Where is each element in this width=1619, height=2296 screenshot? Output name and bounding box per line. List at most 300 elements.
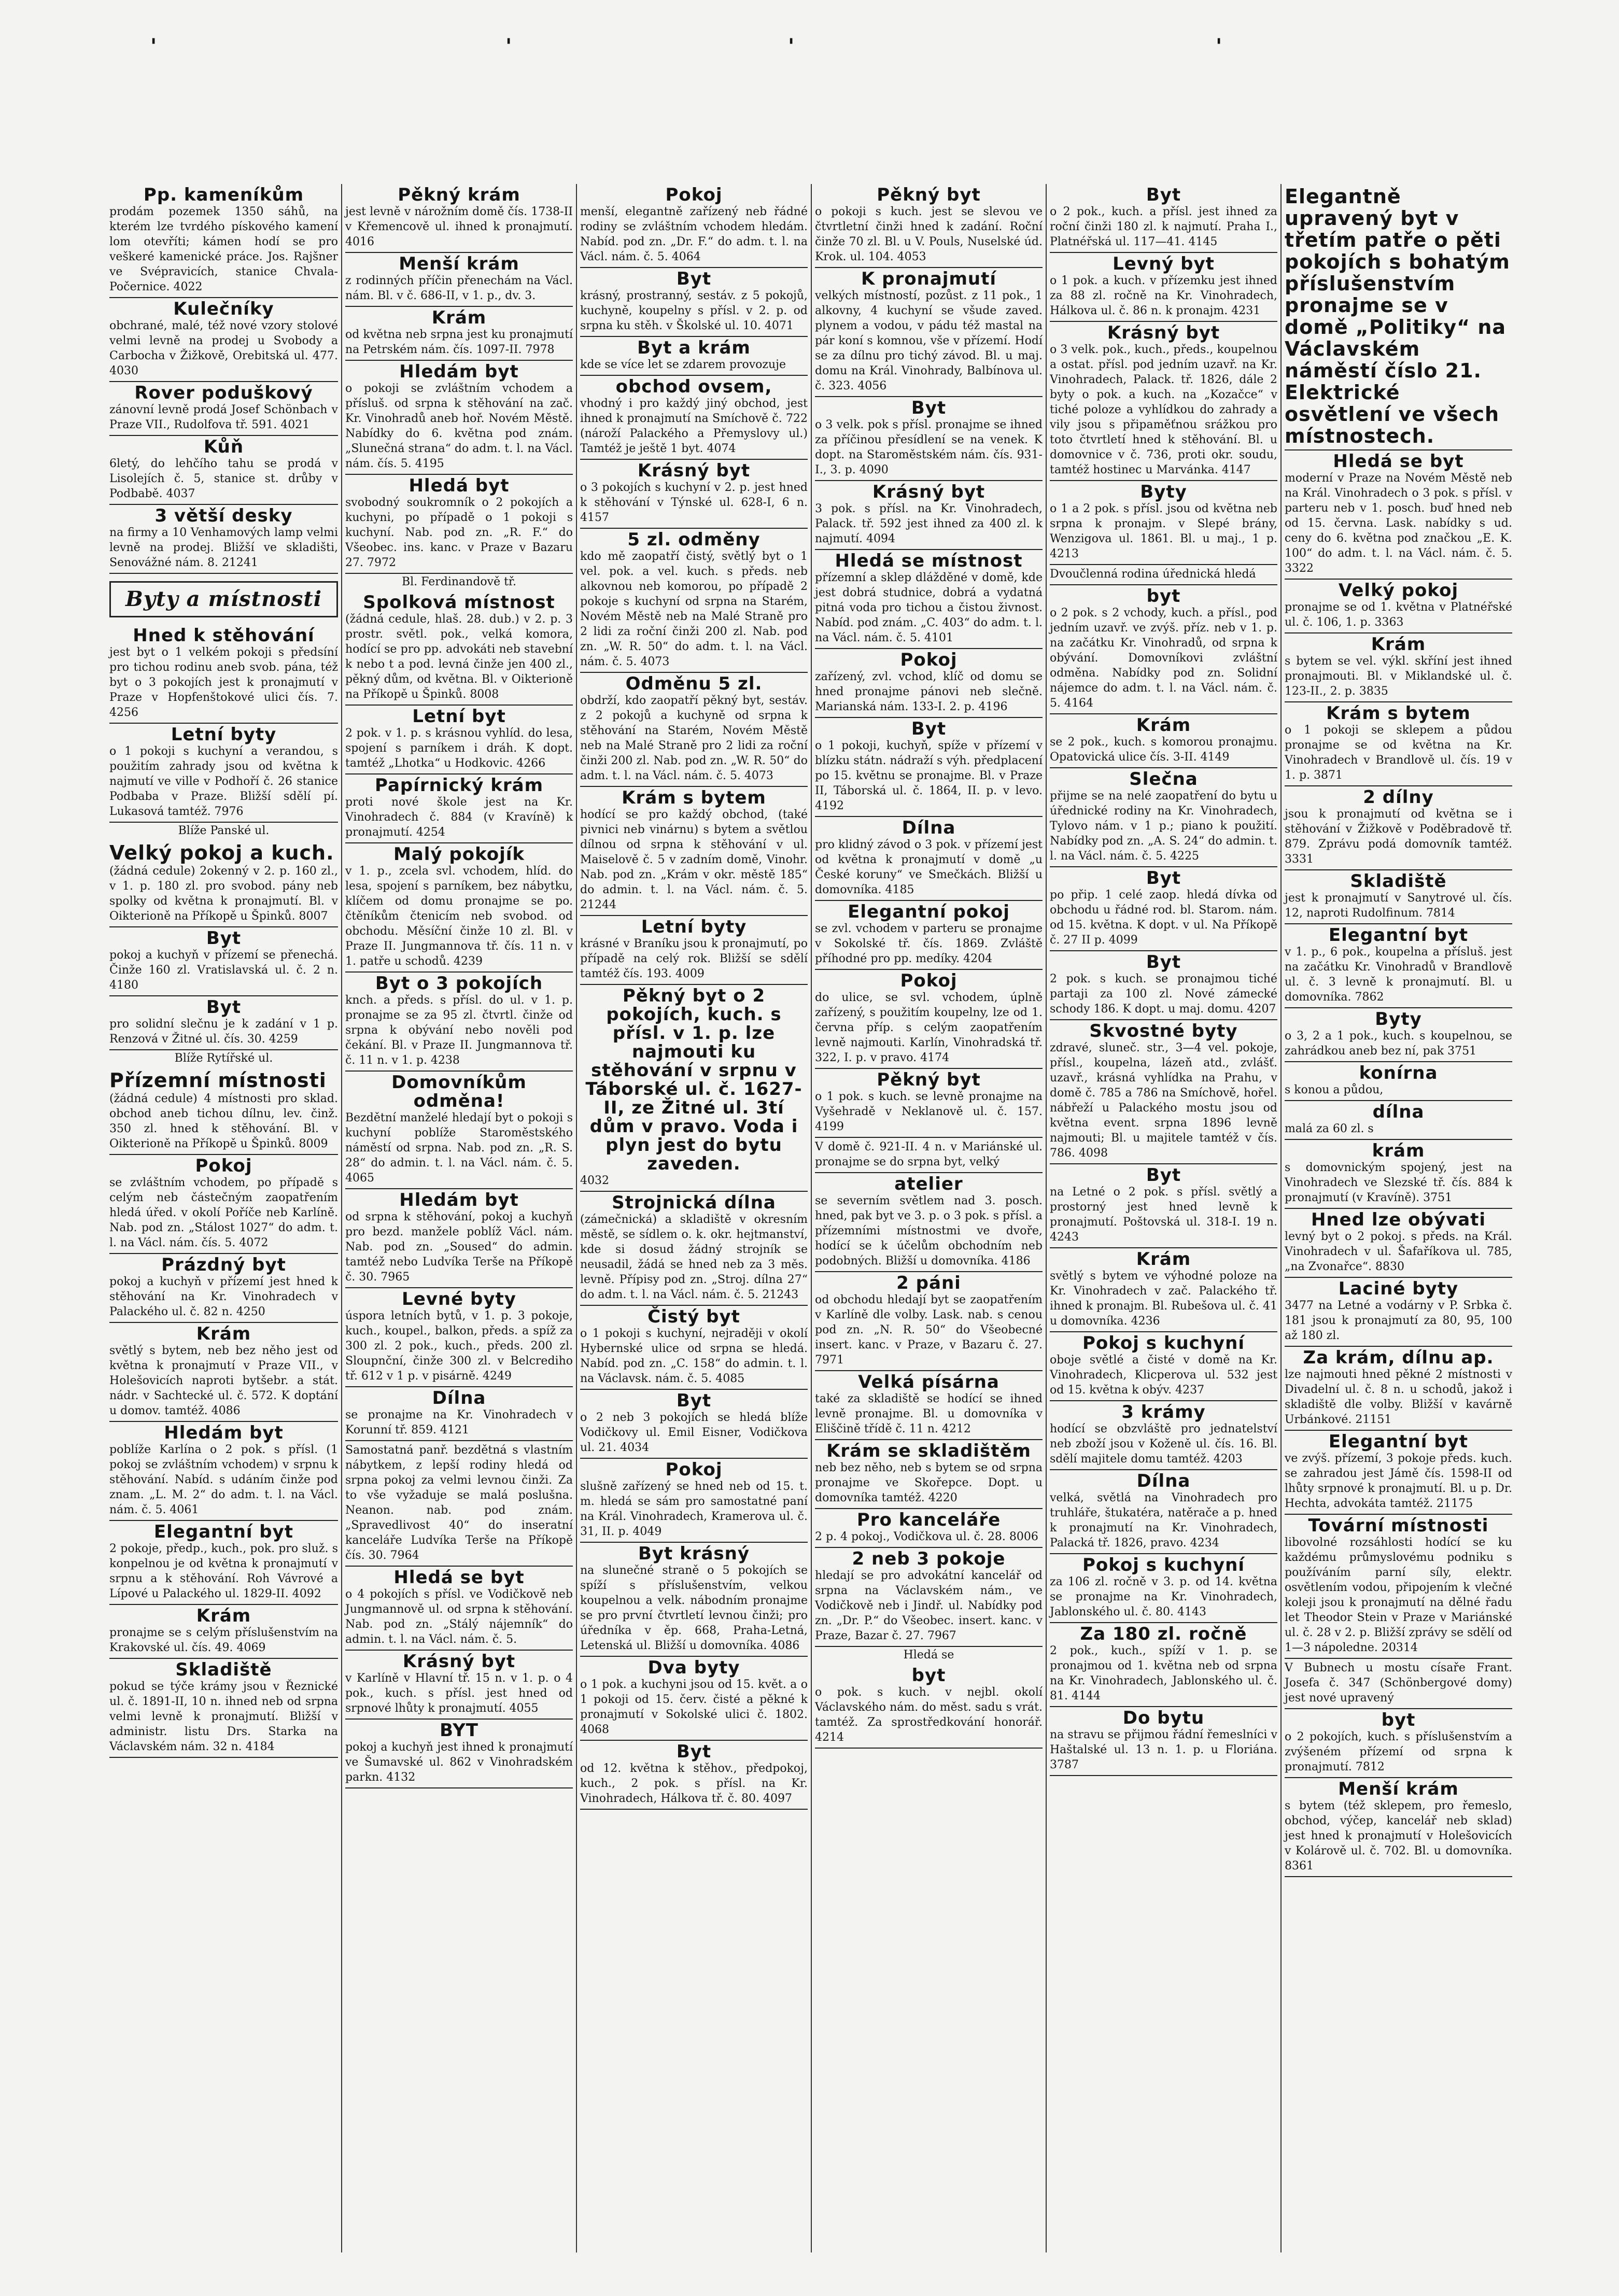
classified-ad xyxy=(109,436,338,505)
ad-headline: Byt xyxy=(1146,1165,1181,1186)
classified-ad xyxy=(109,1659,338,1758)
ad-body-text: levný byt o 2 pokoj. s předs. na Král. Vinohradech v ul. Šafaříkova ul. 785, „na Zvonařce“. 8830 xyxy=(1285,1230,1512,1273)
ad-headline: Byt xyxy=(676,1741,712,1762)
ad-headline: Pěkný byt xyxy=(877,1069,981,1090)
ad-headline: Menší krám xyxy=(399,253,519,274)
ad-body-text: malá za 60 zl. s xyxy=(1285,1122,1374,1135)
classified-ad xyxy=(815,1272,1043,1371)
classified-ad xyxy=(1285,1515,1512,1659)
ad-headline: Pokoj xyxy=(665,185,723,205)
ad-body-text: s domovnickým spojený, jest na Vinohradech ve Slezské tř. čís. 884 k pronajmutí (v Kravíně). 3751 xyxy=(1285,1161,1512,1204)
ad-body-text: Dvoučlenná rodina úřednická hledá xyxy=(1050,568,1256,581)
classified-ad xyxy=(345,1720,573,1788)
classified-ad xyxy=(1285,786,1512,870)
classified-ad xyxy=(109,1422,338,1521)
classified-ad xyxy=(1285,580,1512,633)
ad-headline: Hledá se byt xyxy=(393,1567,525,1588)
ad-headline: Malý pokojík xyxy=(393,844,525,865)
edge-mark: ' xyxy=(788,34,795,59)
classified-ad xyxy=(1050,253,1277,322)
ad-body-text: 2 pokoje, předp., kuch., pok. pro služ. s konpelnou je od května k pronajmutí v srpnu a k stěhování. Roh Vávrové a Lípové u Palackého ul. 1829-II. 4092 xyxy=(109,1542,338,1600)
classified-ad xyxy=(1050,1248,1277,1332)
classified-ad xyxy=(580,1459,808,1543)
classified-ad xyxy=(1285,1659,1512,1709)
ad-body-text: se zvl. vchodem v parteru se pronajme v Sokolské tř. čís. 1869. Zvláště příhodné pro pp. medíky. 4204 xyxy=(815,922,1043,965)
ad-headline: Elegantní pokoj xyxy=(848,902,1010,922)
ad-body-text: se pronajme na Kr. Vinohradech v Korunní tř. 859. 4121 xyxy=(345,1408,573,1436)
classified-ad xyxy=(109,382,338,436)
ad-body-text: pronajme se s celým příslušenstvím na Krakovské ul. čís. 49. 4069 xyxy=(109,1626,338,1654)
ad-headline: Pokoj xyxy=(195,1156,252,1176)
ad-body-text: pro solidní slečnu je k zadání v 1 p. Renzová v Žitné ul. čís. 30. 4259 xyxy=(109,1018,338,1046)
ad-headline: Krám xyxy=(1136,715,1191,736)
classified-ad xyxy=(1050,1623,1277,1707)
ad-body-text: za 106 zl. ročně v 3. p. od 14. května se pronajme na Kr. Vinohradech, Jablonského ul. č. 80. 4143 xyxy=(1050,1575,1277,1618)
ad-headline: 2 dílny xyxy=(1363,787,1434,808)
ad-body-text: o pokoji se zvláštním vchodem a přísluš. od srpna k stěhování na zač. Kr. Vinohradů aneb hoř. Novém Městě. Nabídky do 6. května pod znám. „Slunečná strana“ do adm. t. l. na Václ. nám. čís. 5. 4195 xyxy=(345,382,573,470)
classified-ad xyxy=(345,1441,573,1567)
ad-body-text: o 1 a 2 pok. s přísl. jsou od května neb srpna k pronajm. v Slepé brány, Wenzigova ul. 1861. Bl. u maj., 1 p. 4213 xyxy=(1050,502,1277,560)
ad-body-text: o 1 pokoji s kuchyní a verandou, s použitím zahrady jsou od května k najmutí ve ville v Podhoří č. 26 stanice Podbaba v Praze. Bližší sdělí pí. Lukasová tamtéž. 7976 xyxy=(109,745,338,818)
classified-ad xyxy=(1050,322,1277,481)
ad-headline: Pokoj xyxy=(665,1459,723,1480)
ad-headline: Kůň xyxy=(203,436,244,457)
ad-headline: Pro kanceláře xyxy=(856,1510,1001,1530)
ad-body-text: obchrané, malé, též nové vzory stolové velmi levně na prodej u Svobody a Carbocha v Žižkově, Orebitská ul. 477. 4030 xyxy=(109,319,338,377)
ad-headline: Hledám byt xyxy=(399,361,519,382)
classified-ad xyxy=(345,1189,573,1288)
ad-body-text: jest k pronajmutí v Sanytrové ul. čís. 12, naproti Rudolfinum. 7814 xyxy=(1285,892,1512,920)
ad-body-text: pokoj a kuchyň v přízemí se přenechá. Činže 160 zl. Vratislavská ul. č. 2 n. 4180 xyxy=(109,949,338,992)
ad-headline: Krásný byt xyxy=(402,1651,516,1672)
ad-location-line: Blíže Panské ul. xyxy=(178,824,270,837)
ad-body-text: přijme se na nelé zaopatření do bytu u úřednické rodiny na Kr. Vinohradech, Tylovo nám. v 1 p.; piano k použití. Nabídky pod zn. „A. S. 24“ do admin. t. l. na Václ. nám. č. 5. 4225 xyxy=(1050,790,1277,863)
ad-headline: Menší krám xyxy=(1338,1779,1459,1799)
ad-headline: Prázdný byt xyxy=(161,1255,286,1275)
ad-headline: Pokoj xyxy=(900,650,958,670)
classified-ad xyxy=(1050,481,1277,565)
ad-body-text: se zvláštním vchodem, po případě s celým neb částečným zaopatřením hledá úřed. v okolí Poříče neb Karlíně. Nab. pod zn. „Stálost 1027“ do adm. t. l. na Václ. nám. čís. 5. 4072 xyxy=(109,1176,338,1249)
ad-headline: 5 zl. odměny xyxy=(627,529,761,550)
ad-body-text: knch. a předs. s přísl. do ul. v 1. p. pronajme se za 95 zl. čtvrtl. činže od srpna k obývání nebo nověli pod čekání. Bl. v Praze II. Jungmannova tř. č. 11 n. v 1. p. 4238 xyxy=(345,994,573,1067)
ad-body-text: poblíže Karlína o 2 pok. s přísl. (1 pokoj se zvláštním vchodem) v srpnu k stěhování. Nabíd. s udáním činže pod znam. „L. M. 2“ do adm. t. l. na Václ. nám. č. 5. 4061 xyxy=(109,1443,338,1516)
ad-body-text: neb bez něho, neb s bytem se od srpna pronajme ve Skořepce. Dopt. u domovníka tamtéž. 4220 xyxy=(815,1461,1043,1504)
ad-headline: Byty xyxy=(1375,1009,1422,1030)
classified-ad xyxy=(1050,1020,1277,1164)
ad-headline: Pěkný krám xyxy=(398,185,520,205)
ad-headline: Skladiště xyxy=(1350,871,1447,892)
ad-headline: Hned lze obývati xyxy=(1311,1209,1486,1230)
ad-body-text: od 12. května k stěhov., předpokoj, kuch., 2 pok. s přísl. na Kr. Vinohradech, Hálkova tř. č. 80. 4097 xyxy=(580,1762,808,1805)
ad-headline: Přízemní místnosti xyxy=(109,1069,327,1092)
classified-ad xyxy=(815,970,1043,1069)
classified-ad xyxy=(345,1651,573,1720)
classified-ad xyxy=(815,1069,1043,1138)
ad-body-text: o 1 pokoji, kuchyň, spíže v přízemí v blízku státn. nádraží s výh. předplacení po 15. květnu se pronajme. Bl. v Praze II, Táborská ul. č. 1864, II. p. v levo. 4192 xyxy=(815,739,1043,812)
ad-body-text: prodám pozemek 1350 sáhů, na kterém lze tvrdého pískového kamení lom otevříti; kámen hodí se pro veškeré kamenické práce. Jos. Rajšner ve Svépravicích, stanice Chvala-Počernice. 4022 xyxy=(109,205,338,293)
ad-body-text: moderní v Praze na Novém Městě neb na Král. Vinohradech o 3 pok. s přísl. v parteru neb v 1. posch. buď hned neb od 15. června. Lask. nabídky s ud. ceny do 6. května pod značkou „E. K. 100“ do adm. t. l. na Václ. nám. č. 5. 3322 xyxy=(1285,472,1512,575)
classified-ad xyxy=(109,724,338,823)
classified-ad xyxy=(1050,1707,1277,1776)
ad-headline: Krám s bytem xyxy=(1326,703,1471,724)
ad-headline: Hledá se byt xyxy=(1333,451,1464,472)
ad-headline: Za krám, dílnu ap. xyxy=(1303,1347,1494,1368)
ad-headline: Letní byty xyxy=(171,724,277,745)
classified-ad xyxy=(815,268,1043,397)
classified-ad xyxy=(580,1306,808,1390)
ad-headline: Byt xyxy=(206,997,242,1018)
ad-headline: Levné byty xyxy=(402,1289,516,1309)
ad-location-note xyxy=(109,823,338,840)
ad-location-line: Hledá se xyxy=(903,1649,954,1661)
ad-headline: Kulečníky xyxy=(173,299,274,319)
classified-ad xyxy=(580,184,808,268)
classified-ad xyxy=(109,625,338,724)
ad-body-text: V domě č. 921-II. 4 n. v Mariánské ul. pronajme se do srpna byt, velký xyxy=(815,1140,1043,1168)
ad-body-text: Bezdětní manželé hledají byt o pokoji s kuchyní poblíže Staroměstského náměstí od srpna. Nab. pod zn. „R. S. 28“ do admin. t. l. na Václ. nám. č. 5. 4065 xyxy=(345,1111,573,1185)
ad-body-text: z rodinných příčin přenechám na Václ. nám. Bl. v č. 686-II, v 1. p., dv. 3. xyxy=(345,274,573,302)
ad-headline: Byt xyxy=(1146,952,1181,973)
classified-ad xyxy=(1050,1554,1277,1623)
classified-ad xyxy=(345,1567,573,1651)
ad-body-text: (zámečnická) a skladiště v okresním městě, se sídlem o. k. okr. hejtmanství, kde si dosud žádný strojník se neusadil, žádá se hned neb za 3 měs. levně. Přípisy pod zn. „Stroj. dílna 27“ do adm. t. l. na Václ. nám. č. 5. 21243 xyxy=(580,1213,808,1301)
ad-body-text: kde se více let se zdarem provozuje xyxy=(580,358,786,371)
ad-body-text: (žádná cedule, hlaš. 28. dub.) v 2. p. 3 prostr. světl. pok., velká komora, hodící se pro pp. advokáti neb stavební k nebo t a pod. levná činže jen 400 zl., pěkný dům, od května. Bl. v Oikterioně na Příkopě u Špinků. 8008 xyxy=(345,613,573,701)
ad-headline: Spolková místnost xyxy=(363,592,555,613)
ad-body-text: 3 pok. s přísl. na Kr. Vinohradech, Palack. tř. 592 jest ihned za 400 zl. k najmutí. 4094 xyxy=(815,502,1043,545)
ad-body-text: 2 pok., kuch., spíží v 1. p. se pronajmou od 1. května neb od srpna na Kr. Vinohradech, Jablonského ul. č. 81. 4144 xyxy=(1050,1644,1277,1702)
ad-body-text: se 2 pok., kuch. s komorou pronajmu. Opatovická ulice čís. 3-II. 4149 xyxy=(1050,736,1277,764)
ad-body-text: v 1. p., zcela svl. vchodem, hlíd. do lesa, spojení s parníkem, bez nábytku, klíčem od domu pronajme se po. čtěníkům čtenicím neb svobod. od obchodu. Měsíční činže 10 zl. Bl. v Praze II. Jungmannova tř. čís. 11 n. v 1. patře u schodů. 4239 xyxy=(345,865,573,968)
ad-body-text: pokoj a kuchyň jest ihned k pronajmutí ve Šumavské ul. 862 v Vinohradském parkn. 4132 xyxy=(345,1741,573,1784)
classified-ad xyxy=(815,1173,1043,1272)
ad-body-text: 3477 na Letné a vodárny v P. Srbka č. 181 jsou k pronajmutí za 80, 95, 100 až 180 zl. xyxy=(1285,1299,1512,1342)
ad-headline: obchod ovsem, xyxy=(615,376,772,397)
classified-ad xyxy=(580,460,808,529)
ad-headline: Velká písárna xyxy=(858,1372,999,1392)
ad-body-text: libovolné rozsáhlosti hodící se ku každému průmyslovému podniku s používáním parní síly, elektr. osvětlením vodou, připojením k vlečné koleji jsou k pronajmutí na dělné řadu let Theodor Stein v Praze v Mariánské ul. č. 28 v 2. p. Bližší zprávy se sdělí od 1—3 nápoledne. 20314 xyxy=(1285,1536,1512,1654)
classified-ad xyxy=(109,298,338,382)
ad-body-text: o 1 pokoji se sklepem a půdou pronajme se od května na Kr. Vinohradech v Brandlově ul. čís. 19 v 1. p. 3871 xyxy=(1285,724,1512,782)
ad-body-text: na Letné o 2 pok. s přísl. světlý a prostorný jest hned levně k pronajmutí. Poštovská ul. 318-I. 19 n. 4243 xyxy=(1050,1186,1277,1244)
ad-headline: Krásný byt xyxy=(637,460,751,481)
classified-ad xyxy=(815,901,1043,970)
ad-body-text: se severním světlem nad 3. posch. hned, pak byt ve 3. p. o 3 pok. s přísl. a přízemními místnostmi ve dvoře, hodící se k účelům obchodním neb podobných. Bližší u domovníka. 4186 xyxy=(815,1194,1043,1267)
classified-ad xyxy=(1050,585,1277,714)
ad-headline: Elegantní byt xyxy=(153,1522,294,1542)
classified-ad xyxy=(580,268,808,337)
ad-body-text: 2 p. 4 pokoj., Vodičkova ul. č. 28. 8006 xyxy=(815,1530,1038,1543)
ad-headline: Domovníkům odměna! xyxy=(391,1072,527,1111)
classified-ad xyxy=(1285,1347,1512,1431)
ad-body-text: úspora letních bytů, v 1. p. 3 pokoje, kuch., koupel., balkon, předs. a spíž za 300 zl. 2 pok., kuch., předs. 200 zl. Sloupnční, činže 300 zl. v Belcrediho tř. 612 v 1 p. v pisárně. 4249 xyxy=(345,1309,573,1383)
section-heading-box xyxy=(109,581,338,617)
ad-body-text: vhodný i pro každý jiný obchod, jest ihned k pronajmutí na Smíchově č. 722 (nároží Palackého a Přemyslovy ul.) Tamtéž je ještě 1 byt. 4074 xyxy=(580,397,808,455)
ad-headline: byt xyxy=(911,1665,946,1686)
ad-headline: Levný byt xyxy=(1113,253,1215,274)
ad-headline: Byt o 3 pokojích xyxy=(375,973,543,994)
ad-body-text: jest levně v nárožním domě čís. 1738-II v Křemencově ul. ihned k pronajmutí. 4016 xyxy=(345,205,573,248)
classified-ad xyxy=(580,1741,808,1810)
ad-body-text: obdrží, kdo zaopatří pěkný byt, sestáv. z 2 pokojů a kuchyně od srpna k stěhování na Starém, Novém Městě neb na Malé Straně pro 2 lidi za roční činži 200 zl. Nab. pod zn. „W. R. 50“ do adm. t. l. na Václ. nám. č. 5. 4073 xyxy=(580,694,808,782)
classified-ad xyxy=(580,376,808,460)
ad-body-text: 4032 xyxy=(580,1174,609,1187)
classified-ad xyxy=(109,1605,338,1659)
ad-headline: Pp. kameníkům xyxy=(143,185,304,205)
ad-column-6 xyxy=(1280,184,1515,2252)
ad-body-text: jest byt o 1 velkém pokoji s předsíní pro tichou rodinu aneb svob. pána, též byt o 3 pokojích jest k pronajmutí v Praze v Hopfenštokové ulici čís. 7. 4256 xyxy=(109,646,338,719)
ad-column-5 xyxy=(1046,184,1280,2252)
ad-body-text: o pok. s kuch. v nejbl. okolí Václavského nám. do měst. sadu s vrát. tamtéž. Za sprostředkování honorář. 4214 xyxy=(815,1686,1043,1744)
edge-mark: ' xyxy=(505,34,512,59)
ad-headline: Skvostné byty xyxy=(1089,1021,1238,1041)
classified-ad xyxy=(109,996,338,1050)
classified-ad xyxy=(815,817,1043,901)
ad-headline: Elegantně upravený byt v třetím patře o pěti pokojích s bohatým příslušenstvím pronajme se v domě „Politiky“ na Václavském náměstí číslo 21. Elektrické osvětlení ve všech místnostech. xyxy=(1285,185,1510,447)
ad-headline: konírna xyxy=(1359,1063,1438,1083)
ad-body-text: přízemní a sklep dlážděné v domě, kde jest dobrá studnice, dobrá a vydatná pitná voda pro tichou a čistou živnost. Nabíd. pod znám. „C. 403“ do adm. t. l. na Václ. nám. č. 5. 4101 xyxy=(815,571,1043,644)
ad-headline: Byt xyxy=(676,1390,712,1411)
classified-ad xyxy=(1050,184,1277,253)
classified-ad xyxy=(345,973,573,1072)
ad-headline: Krám xyxy=(1136,1249,1191,1270)
ad-body-text: proti nové škole jest na Kr. Vinohradech č. 884 (v Kravíně) k pronajmutí. 4254 xyxy=(345,796,573,839)
ad-headline: Dílna xyxy=(1136,1471,1191,1491)
ad-headline: Rover poduškový xyxy=(134,383,313,403)
classified-ad xyxy=(815,718,1043,817)
classified-ad xyxy=(1285,184,1512,450)
ad-body-text: pronajme se od 1. května v Platnéřské ul. č. 106, 1. p. 3363 xyxy=(1285,601,1512,629)
classified-ad xyxy=(109,1068,338,1155)
classified-ad xyxy=(1050,768,1277,867)
ad-body-text: Samostatná panř. bezdětná s vlastním nábytkem, z lepší rodiny hledá od srpna pokoj za velmi levnou činži. Za to vše vyžaduje se malá poslušna. Neanon. nab. pod znám. „Spravedlivost 40“ do inseratní kanceláře Ludvíka Terše na Příkopě čís. 30. 7964 xyxy=(345,1444,573,1562)
ad-body-text: velkých místností, pozůst. z 11 pok., 1 alkovny, 4 kuchyní se všude zaved. plynem a vodou, v pádu též mastal na pár koní s komnou, vše v přízemí. Hodí se za dílnu pro tichý závod. Bl. u maj. domu na Král. Vinohrady, Balbínova ul. č. 323. 4056 xyxy=(815,289,1043,392)
classified-ad xyxy=(1285,633,1512,702)
classified-ad xyxy=(1285,1008,1512,1062)
ad-body-text: zařízený, zvl. vchod, klíč od domu se hned pronajme pánovi neb slečně. Marianská nám. 133-I. 2. p. 4196 xyxy=(815,670,1043,713)
ad-headline: Hned k stěhování xyxy=(133,625,315,646)
ad-body-text: pokoj a kuchyň v přízemí jest hned k stěhování na Kr. Vinohradech v Palackého ul. č. 82 n. 4250 xyxy=(109,1275,338,1318)
ad-headline: atelier xyxy=(894,1174,963,1194)
ad-body-text: ve zvýš. přízemí, 3 pokoje předs. kuch. se zahradou jest Jámě čís. 1598-II od lhůty srpnové k pronajmutí. Bl. u p. Dr. Hechta, advokáta tamtéž. 21175 xyxy=(1285,1452,1512,1510)
ad-headline: Krám xyxy=(431,307,487,328)
classified-ad xyxy=(815,550,1043,649)
classified-ad xyxy=(815,1371,1043,1440)
classified-ad xyxy=(580,673,808,787)
ad-headline: Elegantní byt xyxy=(1328,1431,1469,1452)
ad-body-text: hledají se pro advokátní kancelář od srpna na Václavském nám., ve Vodičkově neb i Jindř. ul. Nabídky pod zn. „Dr. P.“ do Všeobec. insert. kanc. v Praze, Bazar č. 27. 7967 xyxy=(815,1569,1043,1642)
classified-ad xyxy=(815,1138,1043,1173)
classified-ad xyxy=(1285,1209,1512,1278)
ad-headline: Byt krásný xyxy=(638,1543,750,1564)
ad-body-text: pokud se týče krámy jsou v Řeznické ul. č. 1891-II, 10 n. ihned neb od srpna velmi levně k pronajmutí. Bližší v administr. listu Drs. Starka na Václavském nám. 32 n. 4184 xyxy=(109,1680,338,1753)
ad-headline: Elegantní byt xyxy=(1328,925,1469,946)
ad-headline: Byty a místnosti xyxy=(125,587,322,611)
classified-ad xyxy=(345,253,573,307)
ad-body-text: od obchodu hledají byt se zaopatřením v Karlíně dle volby. Lask. nab. s cenou pod zn. „N. R. 50“ do Všeobecné insert. kanc. v Praze, v Bazaru č. 27. 7971 xyxy=(815,1293,1043,1367)
classified-ad xyxy=(1285,1101,1512,1140)
ad-body-text: zdravé, sluneč. str., 3—4 vel. pokoje, přísl., koupelna, lázeň atd., zvlášť. uzavř., krásná vyhlídka na Prahu, v domě č. 785 a 786 na Smíchově, hořel. nábřeží u Palackého mostu jsou od května event. srpna 1896 levně najmouti; Bl. u majitele tamtéž v čís. 786. 4098 xyxy=(1050,1041,1277,1160)
ad-body-text: o 2 pokojích, kuch. s příslušenstvím a zvýšeném přízemí od srpna k pronajmutí. 7812 xyxy=(1285,1730,1512,1773)
ad-body-text: o 1 pok. s kuch. se levně pronajme na Vyšehradě v Neklanově ul. č. 157. 4199 xyxy=(815,1090,1043,1133)
classified-ad xyxy=(580,985,808,1192)
ad-headline: Letní byt xyxy=(412,706,506,727)
ad-headline: Do bytu xyxy=(1122,1708,1205,1728)
ad-headline: Odměnu 5 zl. xyxy=(625,673,763,694)
ad-body-text: 2 pok. v 1. p. s krásnou vyhlíd. do lesa, spojení s parníkem i dráh. K dopt. tamtéž „Lhotka“ u Hodkovic. 4266 xyxy=(345,727,573,770)
edge-mark: ' xyxy=(150,34,157,59)
ad-headline: Byt xyxy=(911,719,947,739)
ad-location-line: Bl. Ferdinandově tř. xyxy=(401,575,517,588)
ad-headline: krám xyxy=(1372,1140,1425,1161)
ad-body-text: na firmy a 10 Venhamových lamp velmi levně na prodej. Bližší ve skladišti, Senovážné nám. 8. 21241 xyxy=(109,526,338,569)
ad-body-text: krásný, prostranný, sestáv. z 5 pokojů, kuchyně, koupelny s přísl. v 2. p. od srpna ku stěh. v Školské ul. 10. 4071 xyxy=(580,289,808,332)
ad-headline: Pěkný byt xyxy=(877,185,981,205)
ad-body-text: po přip. 1 celé zaop. hledá dívka od obchodu u řádné rod. bl. Starom. nám. od 15. května. K dopt. v ul. Na Příkopě č. 27 II p. 4099 xyxy=(1050,889,1277,947)
ad-headline: Byt xyxy=(1146,868,1181,889)
classified-ad xyxy=(1285,924,1512,1008)
classified-ad xyxy=(345,1387,573,1441)
classified-ad xyxy=(109,1254,338,1323)
ad-headline: Dílna xyxy=(902,818,956,838)
ad-headline: Krásný byt xyxy=(872,482,986,502)
ad-body-text: od srpna k stěhování, pokoj a kuchyň pro bezd. manžele poblíž Václ. nám. Nab. pod zn. „Soused“ do admin. tamtéž nebo Ludvíka Terše na Příkopě č. 30. 7965 xyxy=(345,1210,573,1284)
ad-headline: Byt xyxy=(911,398,947,418)
ad-body-text: o 1 pok. a kuchyni jsou od 15. květ. a o 1 pokoji od 15. červ. čisté a pěkné k pronajmutí v Sokolské ulici č. 1802. 4068 xyxy=(580,1678,808,1736)
ad-headline: Hledám byt xyxy=(399,1190,519,1210)
ad-location-note xyxy=(109,1050,338,1068)
ad-headline: Hledá byt xyxy=(409,475,510,496)
classified-ad xyxy=(345,706,573,774)
ad-headline: 3 větší desky xyxy=(154,505,293,526)
ad-body-text: oboje světlé a čisté v domě na Kr. Vinohradech, Klicperova ul. 532 jest od 15. května k obýv. 4237 xyxy=(1050,1354,1277,1397)
classified-ad xyxy=(580,1192,808,1306)
classified-ad xyxy=(109,840,338,927)
ad-headline: Byt a krám xyxy=(637,337,751,358)
ad-headline: 2 páni xyxy=(896,1273,961,1293)
classified-ad xyxy=(109,184,338,298)
classified-ad xyxy=(1285,1140,1512,1209)
ad-body-text: slušně zařízený se hned neb od 15. t. m. hledá se sám pro samostatné paní na Král. Vinohradech, Kramerova ul. č. 31, II. p. 4049 xyxy=(580,1480,808,1538)
classified-ad xyxy=(345,475,573,574)
ad-body-text: o 3 velk. pok., kuch., předs., koupelnou a ostat. přísl. pod jedním uzavř. na Kr. Vinohradech, Palack. tř. 1826, dále 2 byty o pok. a kuch. na „Kozačce“ v tiché poloze a vyhlídkou do zahrady a vily jsou s připaměťnou srážkou pro toto čtvrtletí hned k stěhování. Bl. u domovnice v č. 736, proti okr. soudu, tamtéž hostinec u Marvánka. 4147 xyxy=(1050,343,1277,476)
ad-body-text: světlý s bytem ve výhodné poloze na Kr. Vinohradech v zač. Palackého tř. ihned k pronajm. Bl. Rubešova ul. č. 41 u domovníka. 4236 xyxy=(1050,1270,1277,1328)
ad-headline: BYT xyxy=(440,1720,478,1741)
ad-body-text: o 3, 2 a 1 pok., kuch. s koupelnou, se zahrádkou aneb bez ní, pak 3751 xyxy=(1285,1030,1512,1058)
ad-column-4 xyxy=(811,184,1046,2252)
classified-ad xyxy=(345,1288,573,1387)
ad-headline: Dílna xyxy=(432,1388,486,1408)
ad-headline: 3 krámy xyxy=(1121,1402,1206,1422)
ad-headline: Letní byty xyxy=(641,917,747,937)
classified-ad xyxy=(815,1440,1043,1509)
ad-headline: Pokoj xyxy=(900,970,958,991)
ad-body-text: v 1. p., 6 pok., koupelna a přísluš. jest na začátku Kr. Vinohradů v Brandlově ul. č. 3 levně k pronajmutí. Bl. u domovníka. 7862 xyxy=(1285,946,1512,1004)
ad-column-3 xyxy=(576,184,811,2252)
ad-headline: 2 neb 3 pokoje xyxy=(852,1548,1006,1569)
classified-ad xyxy=(1050,867,1277,951)
edge-mark: ' xyxy=(1216,34,1222,59)
ad-body-text: hodící se obzvláště pro jednatelství neb zboží jsou v Koženě ul. čís. 16. Bl. sdělí majitele domu tamtéž. 4203 xyxy=(1050,1422,1277,1466)
ad-body-text: lze najmouti hned pěkné 2 místnosti v Divadelní ul. č. 8 n. u schodů, jakož i skladiště dle volby. Bližší v kavárně Urbánkové. 21151 xyxy=(1285,1368,1512,1426)
ad-body-text: na slunečné straně o 5 pokojích se spíží s příslušenstvím, velkou koupelnou a velk. nábodním pronajme se pro první čtvrtletí levnou činži; pro úředníka v ěp. 668, Praha-Letná, Letenská ul. Bližší u domovníka. 4086 xyxy=(580,1564,808,1652)
ad-location-note xyxy=(815,1647,1043,1665)
classified-ad xyxy=(1285,702,1512,786)
ad-headline: Hledá se místnost xyxy=(835,551,1023,571)
classified-ad xyxy=(109,927,338,996)
classified-ad xyxy=(815,1665,1043,1749)
ad-headline: Dva byty xyxy=(647,1657,740,1678)
ad-body-text: 2 pok. s kuch. se pronajmou tiché partaji za 100 zl. Nové zámecké schody 186. K dopt. u maj. domu. 4207 xyxy=(1050,973,1277,1016)
ad-headline: Tovární místnosti xyxy=(1308,1515,1489,1536)
classified-ad xyxy=(109,505,338,574)
classified-ad xyxy=(815,397,1043,481)
classified-ad xyxy=(1285,1278,1512,1347)
ad-body-text: zánovní levně prodá Josef Schönbach v Praze VII., Rudolfova tř. 591. 4021 xyxy=(109,403,338,431)
ad-body-text: do ulice, se svl. vchodem, úplně zařízený, s použitím koupelny, lze od 1. června příp. s celým zaopatřením levně najmouti. Karlín, Vinohradská tř. 322, I. p. v pravo. 4174 xyxy=(815,991,1043,1064)
ad-body-text: pro klidný závod o 3 pok. v přízemí jest od května k pronajmutí v domě „u České koruny“ ve Smečkách. Bližší u domovníka. 4185 xyxy=(815,838,1043,896)
classified-ad xyxy=(345,307,573,361)
ad-body-text: svobodný soukromník o 2 pokojích a kuchyni, po případě o 1 pokoji s kuchyní. Nab. pod zn. „R. F.“ do Všeobec. ins. kanc. v Praze v Bazaru 27. 7972 xyxy=(345,496,573,569)
classified-ad xyxy=(1285,870,1512,924)
ad-headline: Krám xyxy=(196,1605,251,1626)
ad-body-text: V Bubnech u mostu císaře Frant. Josefa č. 347 (Schönbergové domy) jest nové upravený xyxy=(1285,1661,1512,1705)
ad-location-note xyxy=(345,574,573,591)
ad-headline: K pronajmutí xyxy=(861,269,996,289)
ad-headline: Byty xyxy=(1140,482,1187,502)
classified-ad xyxy=(580,916,808,985)
ad-body-text: o 3 pokojích s kuchyní v 2. p. jest hned k stěhování v Týnské ul. 628-I, 6 n. 4157 xyxy=(580,481,808,524)
top-edge-marks xyxy=(0,36,1619,57)
ad-body-text: světlý s bytem, neb bez něho jest od května k pronajmutí v Praze VII., v Holešovicích naproti bytšebr. a stát. nádr. v Sachtecké ul. č. 572. K doptání u domov. tamtéž. 4086 xyxy=(109,1344,338,1417)
classified-ad xyxy=(1050,1332,1277,1401)
classified-ad xyxy=(1050,1401,1277,1470)
ad-body-text: o 2 neb 3 pokojích se hledá blíže Vodičkovy ul. Emil Eisner, Vodičkova ul. 21. 4034 xyxy=(580,1411,808,1454)
classified-ad xyxy=(815,1548,1043,1647)
ad-location-line: Blíže Rytířské ul. xyxy=(174,1052,273,1065)
ad-headline: Za 180 zl. ročně xyxy=(1080,1624,1247,1644)
ad-headline: Skladiště xyxy=(175,1659,272,1680)
ad-body-text: 6letý, do lehčího tahu se prodá v Lisolejích č. 5, stanice st. drůby v Podbabě. 4037 xyxy=(109,457,338,500)
ad-headline: Pokoj s kuchyní xyxy=(1082,1555,1245,1575)
classified-ad xyxy=(815,649,1043,718)
classified-ad xyxy=(815,184,1043,268)
ad-headline: byt xyxy=(1146,586,1181,607)
ad-body-text: (žádná cedule) 4 místnosti pro sklad. obchod aneb tichou dílnu, lev. činž. 350 zl. hned k stěhování. Bl. v Oikterioně na Příkopě u Špinků. 8009 xyxy=(109,1092,338,1150)
ad-headline: Velký pokoj a kuch. xyxy=(109,841,334,864)
classified-ad xyxy=(345,361,573,475)
classified-ad xyxy=(1285,450,1512,580)
ad-body-text: krásné v Braníku jsou k pronajmutí, po případě na celý rok. Bližší se sdělí tamtéž čís. 193. 4009 xyxy=(580,937,808,980)
ad-headline: Krásný byt xyxy=(1107,322,1220,343)
ad-headline: byt xyxy=(1381,1710,1416,1730)
classified-ad xyxy=(580,1390,808,1459)
ad-headline: Čistý byt xyxy=(647,1306,740,1327)
ad-column-1 xyxy=(106,184,341,2252)
classified-ad xyxy=(345,591,573,706)
classified-ad xyxy=(109,1323,338,1422)
ad-headline: Krám xyxy=(1371,634,1426,655)
classified-ad xyxy=(580,529,808,673)
ad-body-text: (žádná cedule) 2okenný v 2. p. 160 zl., v 1. p. 180 zl. pro svobod. pány neb spolky od května k pronajmutí. Bl. v Oikterioně na Příkopě u Špinků. 8007 xyxy=(109,865,338,923)
ad-headline: Krám s bytem xyxy=(622,787,766,808)
ad-body-text: kdo mě zaopatří čistý, světlý byt o 1 vel. pok. a vel. kuch. s předs. neb alkovnou neb komorou, po případě 2 pokoje s kuchyní od srpna na Starém, Novém Městě neb na Malé Straně pro 2 lidi za roční činži 200 zl. Nab. pod zn. „W. R. 50“ do adm. t. l. na Václ. nám. č. 5. 4073 xyxy=(580,550,808,668)
ad-headline: Papírnický krám xyxy=(374,775,544,796)
ad-body-text: také za skladiště se hodící se ihned levně pronajme. Bl. u domovníka v Eliščině třídě č. 11 n. 4212 xyxy=(815,1392,1043,1435)
ad-headline: Velký pokoj xyxy=(1338,580,1459,601)
ad-body-text: menší, elegantně zařízený neb řádné rodiny se zvláštním vchodem hledám. Nabíd. pod zn. „Dr. F.“ do adm. t. l. na Václ. nám. č. 5. 4064 xyxy=(580,205,808,263)
ad-column-2 xyxy=(341,184,576,2252)
